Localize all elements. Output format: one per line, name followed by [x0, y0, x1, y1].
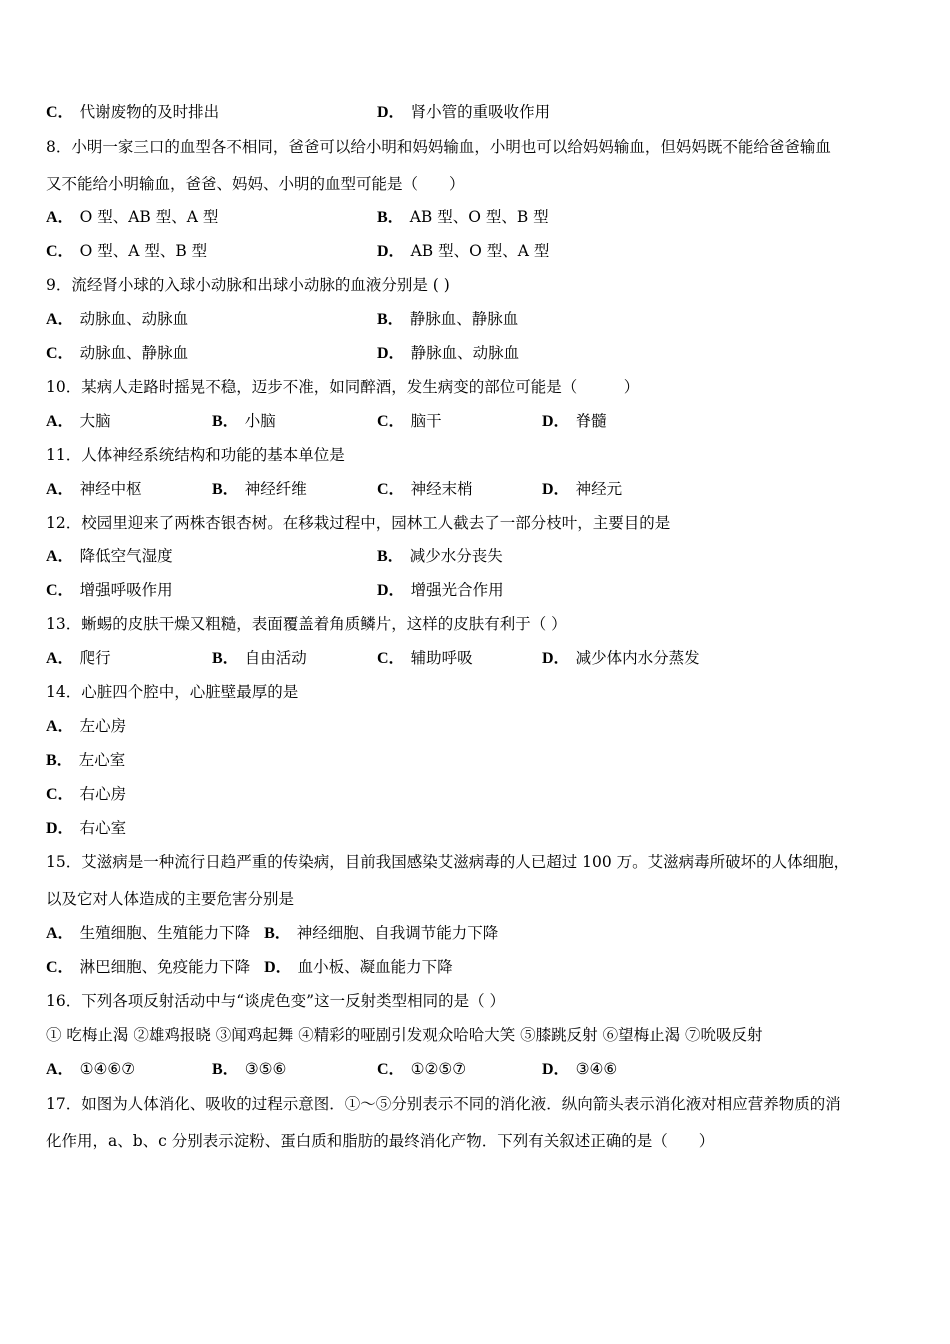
option-text: 右心室	[79, 819, 127, 837]
option-text: 静脉血、静脉血	[409, 310, 519, 328]
q14-option-a	[46, 716, 126, 737]
option-label: A．	[46, 925, 74, 942]
option-text: 辅助呼吸	[410, 649, 473, 667]
option-label: C．	[46, 243, 74, 260]
option-label: C．	[377, 650, 405, 667]
option-label: C．	[377, 413, 405, 430]
option-text: 肾小管的重吸收作用	[410, 103, 551, 121]
option-label: B．	[377, 548, 404, 565]
option-text: 左心室	[78, 751, 126, 769]
option-label: B．	[377, 311, 404, 328]
q12-option-d	[377, 580, 504, 601]
option-label: B．	[212, 650, 239, 667]
q11-option-b	[212, 479, 307, 500]
option-label: B．	[212, 1061, 239, 1078]
q8-stem-line1: 8．小明一家三口的血型各不相同，爸爸可以给小明和妈妈输血，小明也可以给妈妈输血，但妈妈既不能给爸爸输血	[46, 138, 831, 156]
option-label: D．	[542, 1061, 570, 1078]
option-text: 减少水分丧失	[409, 547, 503, 565]
option-label: C．	[377, 1061, 405, 1078]
q14-option-d	[46, 818, 126, 839]
option-text: 神经末梢	[410, 480, 473, 498]
option-label: D．	[542, 413, 570, 430]
q13-option-d	[542, 648, 700, 669]
option-text: 神经纤维	[244, 480, 307, 498]
q16-option-c	[377, 1059, 466, 1080]
option-label: C．	[46, 345, 74, 362]
q13-option-c	[377, 648, 473, 669]
option-text: 自由活动	[244, 649, 307, 667]
q11-option-d	[542, 479, 622, 500]
q8-option-c	[46, 241, 207, 262]
option-label: A．	[46, 413, 74, 430]
q14-stem: 14．心脏四个腔中，心脏壁最厚的是	[46, 683, 299, 701]
option-text: 大脑	[79, 412, 111, 430]
option-text: ①④⑥⑦	[79, 1060, 136, 1078]
q10-option-d	[542, 411, 607, 432]
option-label: A．	[46, 209, 74, 226]
q16-option-a	[46, 1059, 135, 1080]
option-text: O 型、A 型、B 型	[79, 242, 208, 260]
q9-option-a	[46, 309, 188, 330]
option-label: A．	[46, 650, 74, 667]
q10-option-a	[46, 411, 111, 432]
q8-option-d	[377, 241, 549, 262]
q9-stem: 9．流经肾小球的入球小动脉和出球小动脉的血液分别是 ( )	[46, 276, 450, 294]
q15-options-ab	[46, 923, 498, 944]
option-label: D．	[377, 104, 405, 121]
q7-option-d	[377, 102, 550, 123]
option-label: C．	[46, 786, 74, 803]
q15-stem-line2: 以及它对人体造成的主要危害分别是	[46, 890, 295, 908]
q8-option-a	[46, 207, 218, 228]
option-text: AB 型、O 型、A 型	[410, 242, 550, 260]
option-label: C．	[46, 104, 74, 121]
q16-option-d	[542, 1059, 617, 1080]
option-label: A．	[46, 718, 74, 735]
q12-option-c	[46, 580, 173, 601]
option-label: B．	[46, 752, 73, 769]
option-text: 淋巴细胞、免疫能力下降	[79, 958, 251, 976]
q14-option-b	[46, 750, 125, 771]
q13-option-a	[46, 648, 111, 669]
option-text: 神经元	[575, 480, 623, 498]
q8-stem-line2: 又不能给小明输血，爸爸、妈妈、小明的血型可能是（ ）	[46, 175, 465, 193]
q15-options-cd	[46, 957, 453, 978]
option-text: 脑干	[410, 412, 442, 430]
option-text: 增强呼吸作用	[79, 581, 173, 599]
option-label: B．	[264, 925, 291, 942]
option-label: C．	[377, 481, 405, 498]
q7-option-c	[46, 102, 219, 123]
option-label: D．	[542, 650, 570, 667]
option-text: 减少体内水分蒸发	[575, 649, 700, 667]
option-label: A．	[46, 481, 74, 498]
option-label: D．	[46, 820, 74, 837]
option-text: 神经细胞、自我调节能力下降	[296, 924, 499, 942]
option-label: A．	[46, 1061, 74, 1078]
option-label: D．	[377, 345, 405, 362]
q14-option-c	[46, 784, 126, 805]
q11-option-c	[377, 479, 473, 500]
q16-stem: 16．下列各项反射活动中与“谈虎色变”这一反射类型相同的是（ ）	[46, 992, 506, 1010]
option-label: D．	[264, 959, 292, 976]
option-label: B．	[212, 413, 239, 430]
option-label: B．	[377, 209, 404, 226]
q12-option-b	[377, 546, 503, 567]
q9-option-c	[46, 343, 188, 364]
q11-stem: 11．人体神经系统结构和功能的基本单位是	[46, 446, 345, 464]
option-label: C．	[46, 959, 74, 976]
q11-option-a	[46, 479, 142, 500]
q10-option-c	[377, 411, 442, 432]
option-text: 神经中枢	[79, 480, 142, 498]
q16-option-b	[212, 1059, 286, 1080]
option-text: 爬行	[79, 649, 111, 667]
q12-option-a	[46, 546, 173, 567]
option-text: 小脑	[244, 412, 276, 430]
option-text: 左心房	[79, 717, 127, 735]
option-text: 脊髓	[575, 412, 607, 430]
option-text: 静脉血、动脉血	[410, 344, 520, 362]
option-text: 动脉血、静脉血	[79, 344, 189, 362]
q13-stem: 13．蜥蜴的皮肤干燥又粗糙，表面覆盖着角质鳞片，这样的皮肤有利于（ ）	[46, 615, 567, 633]
option-text: 生殖细胞、生殖能力下降	[79, 924, 251, 942]
option-label: A．	[46, 311, 74, 328]
option-text: O 型、AB 型、A 型	[79, 208, 219, 226]
option-text: 代谢废物的及时排出	[79, 103, 220, 121]
option-label: C．	[46, 582, 74, 599]
q15-stem-line1: 15．艾滋病是一种流行日趋严重的传染病，目前我国感染艾滋病毒的人已超过 100 万。艾滋病毒所破坏的人体细胞，	[46, 853, 850, 871]
option-text: ③④⑥	[575, 1060, 618, 1078]
option-label: D．	[542, 481, 570, 498]
q16-items: ① 吃梅止渴 ②雄鸡报晓 ③闻鸡起舞 ④精彩的哑剧引发观众哈哈大笑 ⑤膝跳反射 ⑥望梅止渴 ⑦吮吸反射	[46, 1026, 763, 1044]
option-text: 血小板、凝血能力下降	[297, 958, 453, 976]
option-label: D．	[377, 582, 405, 599]
q12-stem: 12．校园里迎来了两株杏银杏树。在移栽过程中，园林工人截去了一部分枝叶，主要目的是	[46, 514, 671, 532]
option-text: 降低空气湿度	[79, 547, 173, 565]
q9-option-d	[377, 343, 519, 364]
option-label: D．	[377, 243, 405, 260]
option-text: 动脉血、动脉血	[79, 310, 189, 328]
option-text: AB 型、O 型、B 型	[409, 208, 549, 226]
q9-option-b	[377, 309, 518, 330]
option-text: 右心房	[79, 785, 127, 803]
q17-stem-line2: 化作用，a、b、c 分别表示淀粉、蛋白质和脂肪的最终消化产物．下列有关叙述正确的是（ ）	[46, 1132, 715, 1150]
q13-option-b	[212, 648, 307, 669]
q10-option-b	[212, 411, 276, 432]
q17-stem-line1: 17．如图为人体消化、吸收的过程示意图．①～⑤分别表示不同的消化液．纵向箭头表示消化液对相应营养物质的消	[46, 1095, 841, 1113]
option-label: B．	[212, 481, 239, 498]
option-text: ③⑤⑥	[244, 1060, 287, 1078]
option-label: A．	[46, 548, 74, 565]
option-text: ①②⑤⑦	[410, 1060, 467, 1078]
option-text: 增强光合作用	[410, 581, 504, 599]
q10-stem: 10．某病人走路时摇晃不稳，迈步不准，如同醉酒，发生病变的部位可能是（ ）	[46, 378, 640, 396]
q8-option-b	[377, 207, 549, 228]
